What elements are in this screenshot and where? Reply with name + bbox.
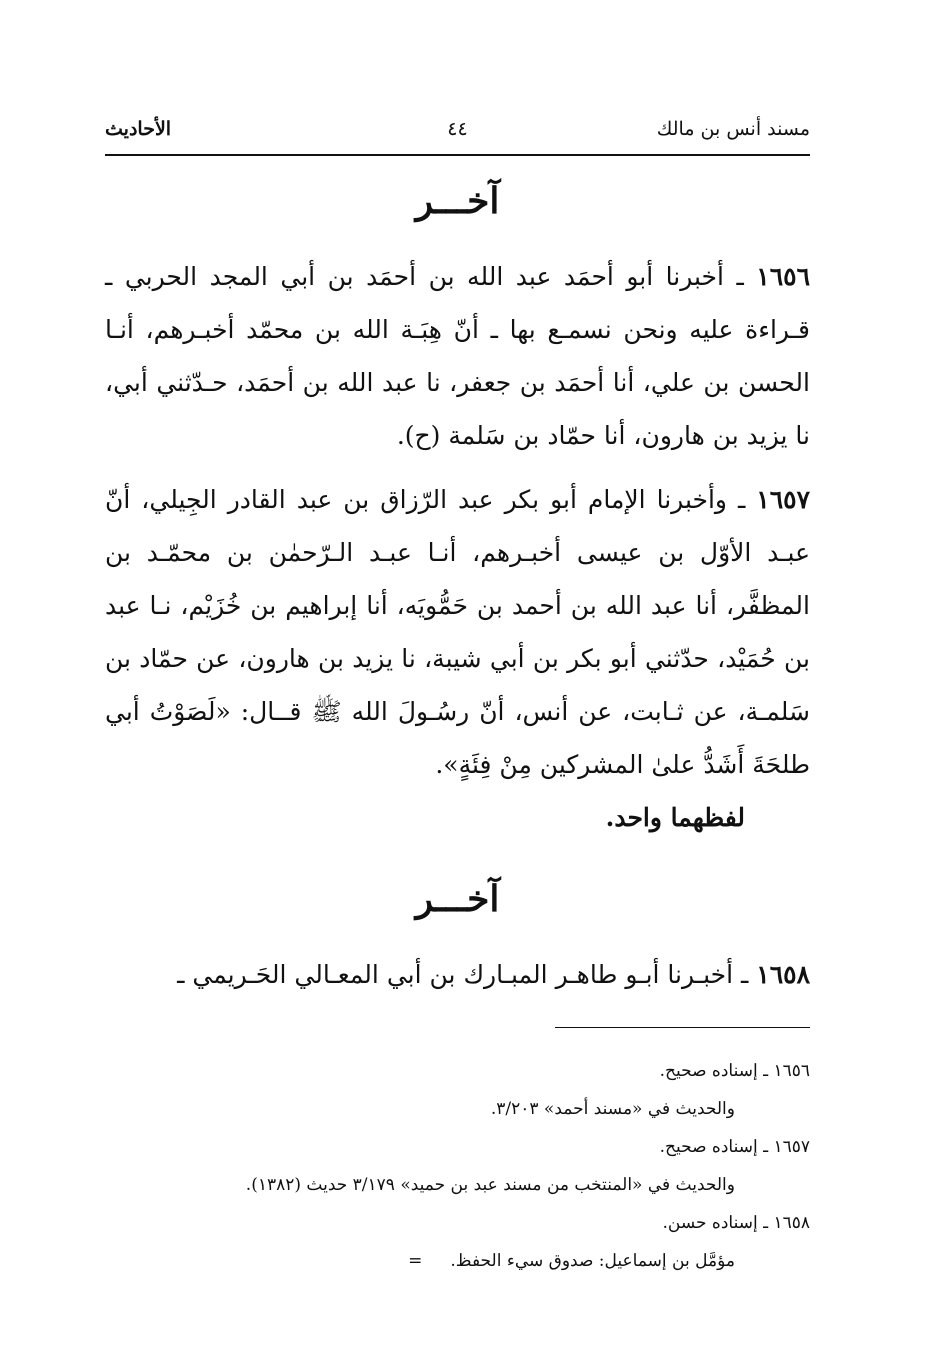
running-header xyxy=(105,112,810,156)
hadith-text: ـ أخبرنا أبو أحمَد عبد الله بن أحمَد بن أبي المجد الحربي ـ قـراءة عليه ونحن نسمـع بها ـ أنّ هِبَـة الله بن محمّد أخبـرهم، أنـا الحسن بن علي، أنا أحمَد بن جعفر، نا عبد الله بن أحمَد، حـدّثني أبي، نا يزيد بن هارون، أنا حمّاد بن سَلمة (ح). xyxy=(105,262,810,450)
footnotes xyxy=(105,1052,810,1280)
footnote-divider xyxy=(555,1027,810,1028)
footnote-line: والحديث في «المنتخب من مسند عبد بن حميد» ٣/١٧٩ حديث (١٣٨٢). xyxy=(245,1175,735,1195)
book-title: مسند أنس بن مالك xyxy=(656,118,810,140)
footnote-line: ١٦٥٧ ـ إسناده صحيح. xyxy=(659,1137,810,1157)
hadith-1656 xyxy=(105,250,810,462)
hadith-text: ـ وأخبرنا الإمام أبو بكر عبد الرّزاق بن عبد القادر الجِيلي، أنّ عبـد الأوّل بن عيسى أخبـرهم، أنـا عبـد الـرّحمٰن بن محمّـد بن المظفَّر، أنا عبد الله بن أحمد بن حَمُّويَه، أنا إبراهيم بن خُزَيْم، نـا عبد بن حُمَيْد، حدّثني أبو بكر بن أبي شيبة، نا يزيد بن هارون، عن حمّاد بن سَلمـة، عن ثـابت، عن أنس، أنّ رسُـولَ الله ﷺ قــال: «لَصَوْتُ أبي طلحَةَ أَشَدُّ علىٰ المشركين مِنْ فِئَةٍ». xyxy=(105,485,810,779)
hadith-text: ـ أخبـرنا أبـو طاهـر المبـارك بن أبي المعـالي الحَـريمي ـ xyxy=(177,960,757,989)
hadith-number: ١٦٥٨ xyxy=(756,960,810,989)
closing-note: لفظهما واحد. xyxy=(605,803,745,832)
footnote-line: ١٦٥٦ ـ إسناده صحيح. xyxy=(659,1061,810,1081)
footnote-line: مؤمَّل بن إسماعيل: صدوق سيء الحفظ.= xyxy=(105,1242,810,1280)
continuation-mark: = xyxy=(408,1251,423,1271)
section-heading: آخـــر xyxy=(415,180,500,222)
hadith-1658 xyxy=(105,948,810,1001)
footnote-line: والحديث في «مسند أحمد» ٣/٢٠٣. xyxy=(490,1099,735,1119)
hadith-1657 xyxy=(105,473,810,791)
section-name: الأحاديث xyxy=(105,118,172,140)
hadith-number: ١٦٥٧ xyxy=(756,485,810,514)
page-number: ٤٤ xyxy=(447,118,468,140)
hadith-number: ١٦٥٦ xyxy=(756,262,810,291)
footnote-line: ١٦٥٨ ـ إسناده حسن. xyxy=(662,1213,810,1233)
section-heading: آخـــر xyxy=(415,878,500,920)
